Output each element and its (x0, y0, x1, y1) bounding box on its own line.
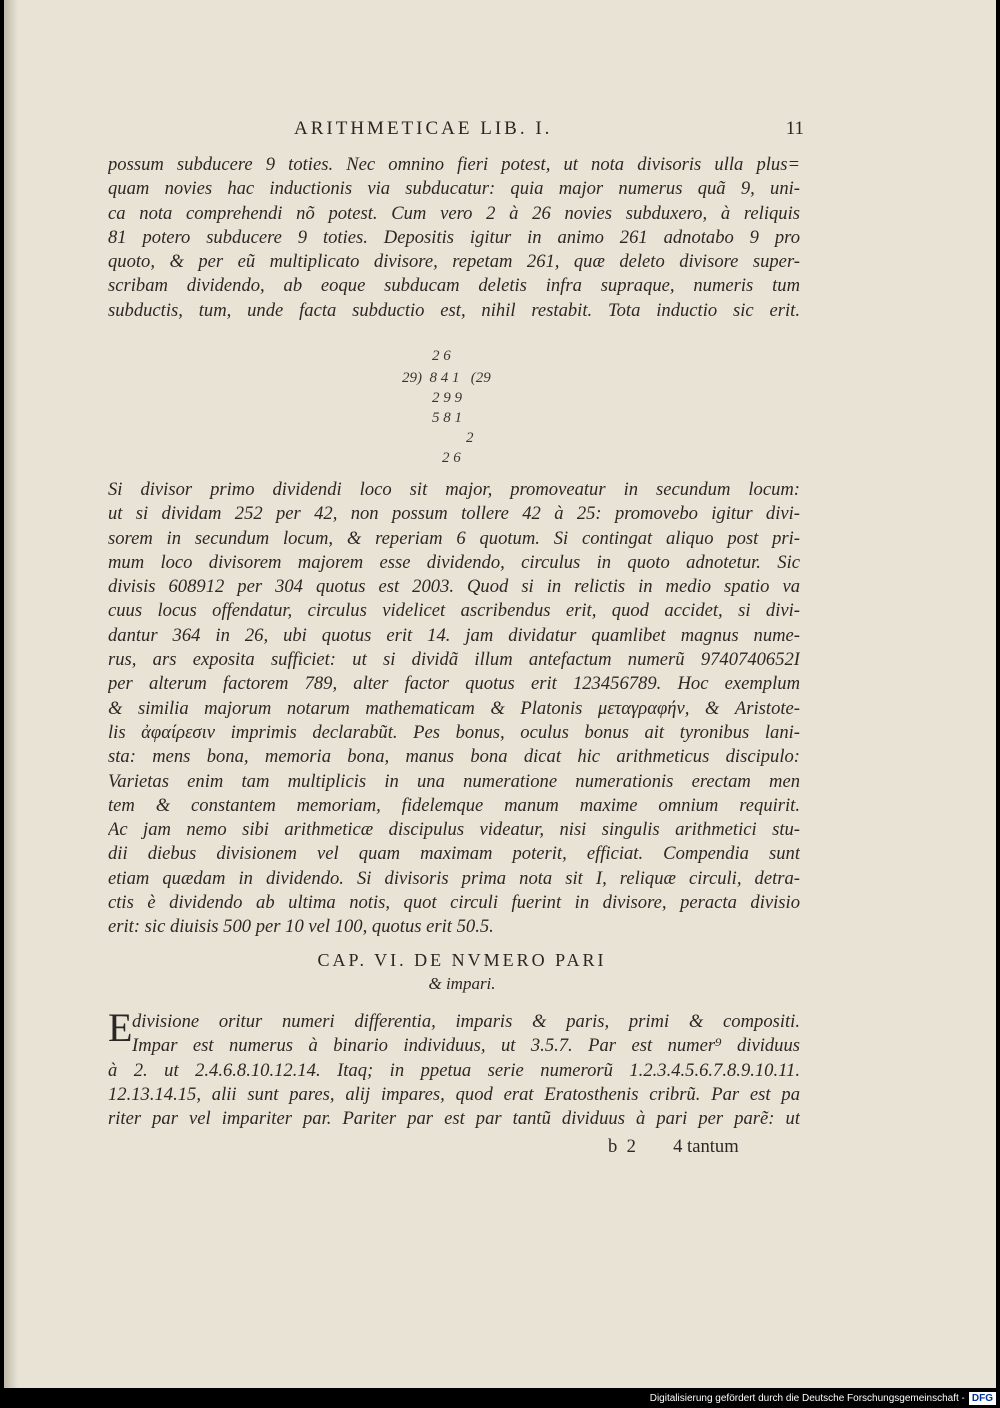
digitization-footer (600, 1390, 996, 1408)
text-line: dii diebus divisionem vel quam maximam poterit, efficiat. Compendia sunt (108, 843, 800, 865)
chapter-title: CAP. VI. DE NVMERO PARI (317, 950, 607, 970)
text-line: sta: mens bona, memoria bona, manus bona dicat hic arithmeticus discipulo: (108, 746, 800, 768)
page-edge (4, 0, 18, 1388)
text-line: dantur 364 in 26, ubi quotus erit 14. jam dividatur quamlibet magnus nume- (108, 624, 800, 646)
division-diagram (402, 348, 562, 472)
diagram-row: 2 6 (442, 450, 461, 466)
text-line: & similia majorum notarum mathematicam & Platonis μεταγραφήν, & Aristote- (108, 697, 800, 719)
text-line: riter par vel impariter par. Pariter par est par tantũ dividuus à pari per parẽ: ut (108, 1108, 800, 1130)
running-title: ARITHMETICAE LIB. I. (294, 118, 553, 139)
text-line: divisis 608912 per 304 quotus est 2003. Quod si in relictis in medio spatio va (108, 576, 800, 598)
text-line: etiam quædam in dividendo. Si divisoris prima nota sit I, reliquæ circuli, detra- (108, 867, 800, 889)
text-line: quam novies hac inductionis via subducatur: quia major numerus quã 9, uni- (108, 178, 800, 200)
text-line: quoto, & per eũ multiplicato divisore, repetam 261, quæ deleto divisore super- (108, 251, 800, 273)
text-line: Si divisor primo dividendi loco sit major, promoveatur in secundum locum: (108, 479, 800, 500)
text-line: Ac jam nemo sibi arithmeticæ discipulus videatur, nisi singulis arithmetici stu- (108, 819, 800, 841)
chapter-subtitle: & impari. (428, 974, 496, 993)
diagram-row: 29) 8 4 1 (29 (402, 370, 491, 386)
book-page (4, 0, 996, 1388)
text-line: possum subducere 9 toties. Nec omnino fieri potest, ut nota divisoris ulla plus= (108, 154, 800, 175)
text-line: scribam dividendo, ab eoque subducam deletis infra supraque, numeris tum (108, 275, 800, 297)
footer-credit: Digitalisierung gefördert durch die Deutsche Forschungsgemeinschaft - (649, 1393, 965, 1404)
text-line: Varietas enim tam multiplicis in una numeratione numerationis erectam men (108, 770, 800, 792)
drop-capital: E (108, 1005, 133, 1050)
text-line: rus, ars exposita sufficiet: ut si dividã illum antefactum numerũ 9740740652I (108, 649, 800, 671)
catchword: b 2 4 tantum (608, 1136, 739, 1157)
folio-number: 11 (785, 118, 804, 139)
paragraph-1 (108, 153, 800, 323)
diagram-row: 2 6 (432, 348, 451, 364)
diagram-row: 2 9 9 (432, 390, 462, 406)
text-line: divisione oritur numeri differentia, imparis & paris, primi & compositi. (132, 1011, 800, 1032)
text-line: cuus locus offendatur, circulus videlicet ascribendus erit, quod accidet, si divi- (108, 600, 800, 622)
paragraph-2 (108, 478, 800, 940)
text-line: per alterum factorem 789, alter factor quotus erit 123456789. Hoc exemplum (108, 673, 800, 695)
paragraph-3 (108, 1005, 800, 1131)
running-header (294, 118, 804, 140)
text-line: 81 potero subducere 9 toties. Depositis igitur in animo 261 adnotabo 9 pro (108, 226, 800, 248)
text-line: ca nota comprehendi nõ potest. Cum vero 2 à 26 novies subduxero, à reliquis (108, 202, 800, 224)
text-line: subductis, tum, unde facta subductio est, nihil restabit. Tota inductio sic erit. (108, 299, 800, 321)
text-line: mum loco divisorem majorem esse dividendo, circulus in quoto adnotetur. Sic (108, 551, 800, 573)
text-line: ut si dividam 252 per 42, non possum tollere 42 à 25: promovebo igitur divi- (108, 503, 800, 525)
text-line: à 2. ut 2.4.6.8.10.12.14. Itaq; in ppetua serie numerorũ 1.2.3.4.5.6.7.8.9.10.11. (108, 1059, 800, 1081)
text-line: 12.13.14.15, alii sunt pares, alij impares, quod erat Eratosthenis cribrũ. Par est pa (108, 1083, 800, 1105)
diagram-row: 2 (466, 430, 474, 446)
text-line: sorem in secundum locum, & reperiam 6 quotum. Si contingat aliquo post pri- (108, 527, 800, 549)
dfg-logo: DFG (969, 1392, 996, 1405)
text-line: Impar est numerus à binario individuus, ut 3.5.7. Par est numer⁹ dividuus (132, 1035, 800, 1057)
text-line: lis ἀφαίρεσιν imprimis declarabũt. Pes bonus, oculus bonus ait tyronibus lani- (108, 721, 800, 743)
text-line: tem & constantem memoriam, fidelemque manum maxime omnium requirit. (108, 794, 800, 816)
diagram-row: 5 8 1 (432, 410, 462, 426)
text-line: ctis è dividendo ab ultima notis, quot circuli fuerint in divisore, peracta divisio (108, 892, 800, 914)
text-line: erit: sic diuisis 500 per 10 vel 100, quotus erit 50.5. (108, 916, 494, 938)
